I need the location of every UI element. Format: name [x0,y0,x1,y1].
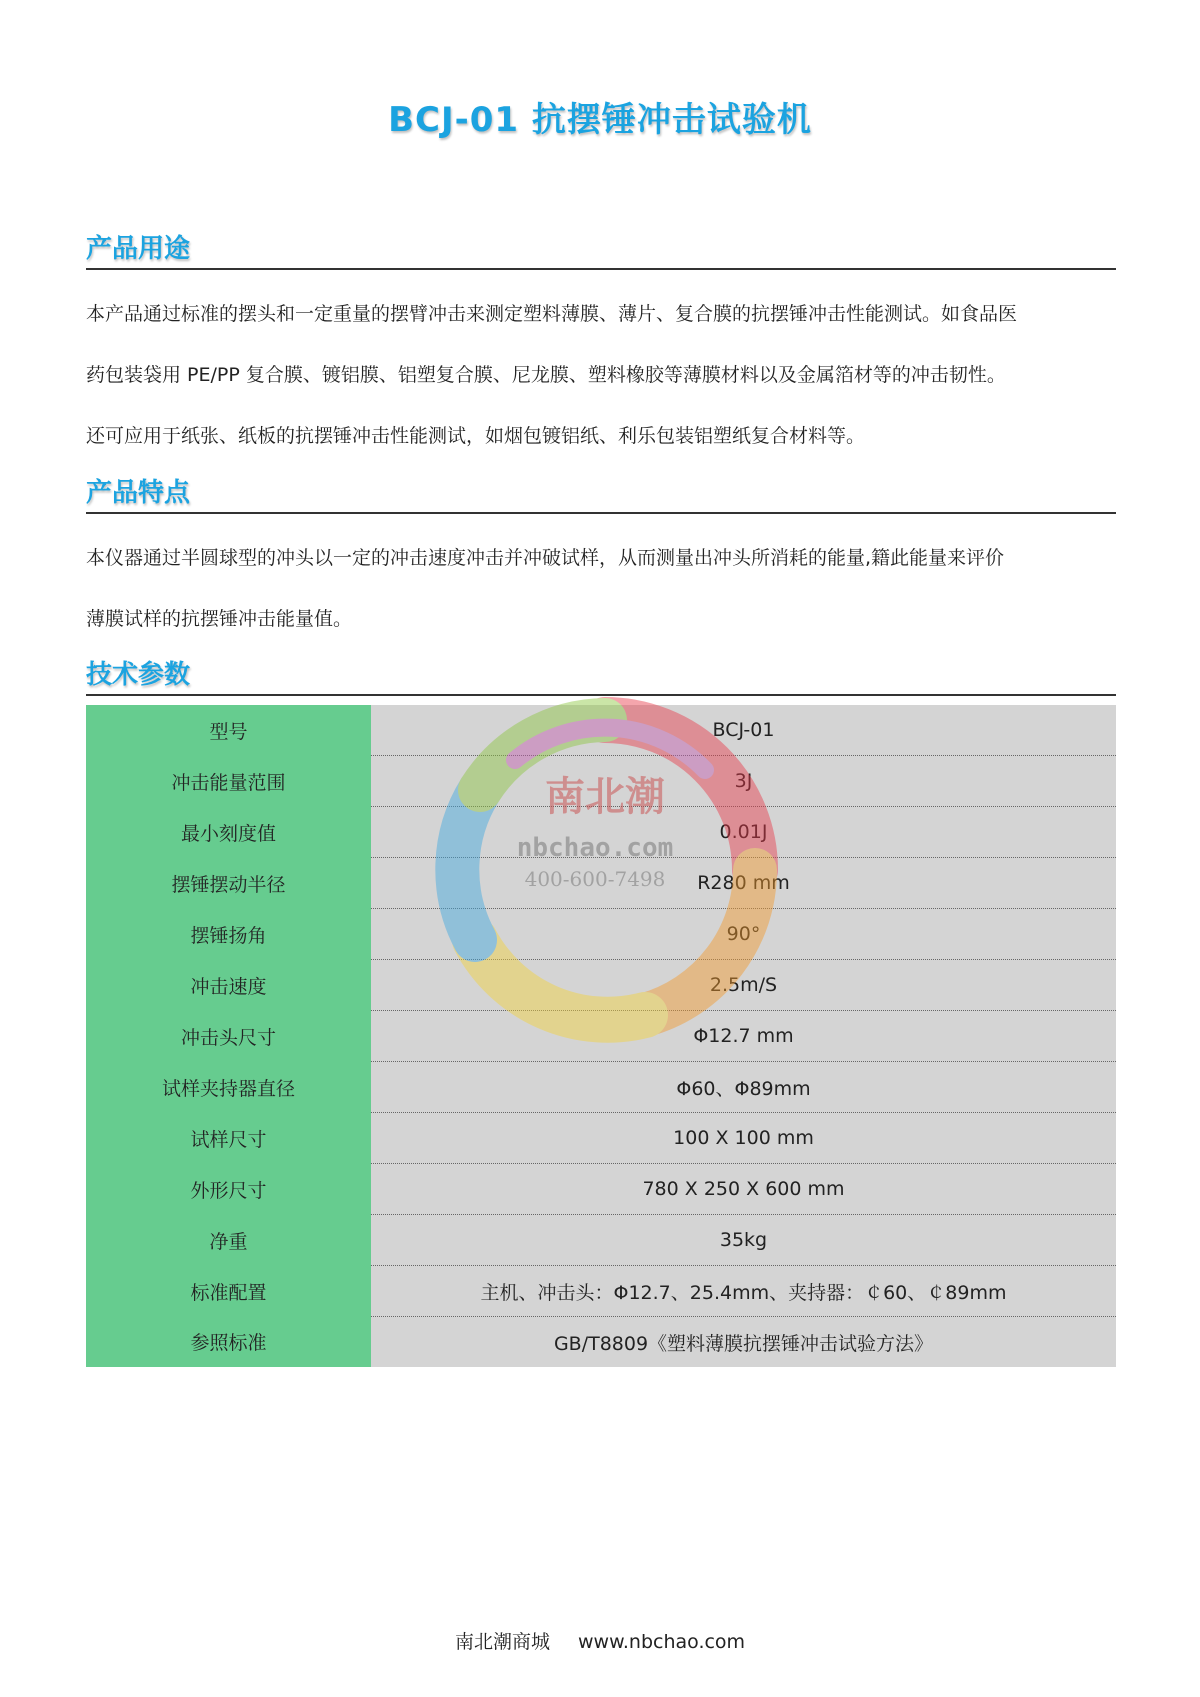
spec-label: 标准配置 [86,1266,371,1317]
spec-label: 冲击能量范围 [86,756,371,807]
spec-label: 最小刻度值 [86,807,371,858]
table-row [86,807,1116,858]
table-row [86,1011,1116,1062]
spec-value: BCJ-01 [371,705,1116,756]
spec-value: 主机、冲击头：Φ12.7、25.4mm、夹持器：￠60、￠89mm [371,1266,1116,1317]
table-row [86,960,1116,1011]
table-row [86,1113,1116,1164]
spec-label: 冲击头尺寸 [86,1011,371,1062]
spec-value: 780 X 250 X 600 mm [371,1164,1116,1215]
section-heading-usage [86,232,1116,270]
spec-label: 型号 [86,705,371,756]
usage-line: 药包装袋用 PE/PP 复合膜、镀铝膜、铝塑复合膜、尼龙膜、塑料橡胶等薄膜材料以及金属箔材等的冲击韧性。 [86,364,1006,386]
table-row [86,858,1116,909]
spec-label: 摆锤扬角 [86,909,371,960]
table-row [86,1317,1116,1368]
spec-value: Φ12.7 mm [371,1011,1116,1062]
spec-label: 参照标准 [86,1317,371,1368]
table-row [86,1266,1116,1317]
table-row [86,1215,1116,1266]
document-title: BCJ-01 抗摆锤冲击试验机 [388,100,812,140]
features-paragraph [86,528,1116,650]
watermark-chinese: 南北潮 [545,773,665,820]
features-heading-text: 产品特点 [86,478,191,508]
specs-heading-text: 技术参数 [86,660,191,690]
spec-value: R280 mm [371,858,1116,909]
spec-value: 0.01J [371,807,1116,858]
usage-heading-text: 产品用途 [86,234,191,264]
spec-value: 100 X 100 mm [371,1113,1116,1164]
spec-label: 试样尺寸 [86,1113,371,1164]
spec-value: GB/T8809《塑料薄膜抗摆锤冲击试验方法》 [371,1317,1116,1368]
table-row [86,756,1116,807]
table-row [86,705,1116,756]
footer-url: www.nbchao.com [578,1631,746,1653]
watermark-phone: 400-600-7498 [524,867,666,891]
spec-label: 摆锤摆动半径 [86,858,371,909]
spec-value: 3J [371,756,1116,807]
section-heading-specs [86,658,1116,696]
spec-label: 净重 [86,1215,371,1266]
spec-label: 冲击速度 [86,960,371,1011]
page-footer [0,1627,1200,1654]
spec-table [86,705,1116,1367]
section-heading-features [86,476,1116,514]
usage-line: 本产品通过标准的摆头和一定重量的摆臂冲击来测定塑料薄膜、薄片、复合膜的抗摆锤冲击性能测试。如食品医 [86,303,1018,325]
table-row [86,1164,1116,1215]
footer-shop-name: 南北潮商城 [454,1631,550,1653]
spec-value: Φ60、Φ89mm [371,1062,1116,1113]
features-line: 薄膜试样的抗摆锤冲击能量值。 [86,608,353,630]
watermark-domain: nbchao.com [516,833,674,863]
spec-value: 90° [371,909,1116,960]
table-row [86,909,1116,960]
table-row [86,1062,1116,1113]
spec-value: 35kg [371,1215,1116,1266]
features-line: 本仪器通过半圆球型的冲头以一定的冲击速度冲击并冲破试样，从而测量出冲头所消耗的能量,籍此能量来评价 [86,547,1005,569]
usage-paragraph [86,284,1116,467]
spec-value: 2.5m/S [371,960,1116,1011]
usage-line: 还可应用于纸张、纸板的抗摆锤冲击性能测试，如烟包镀铝纸、利乐包装铝塑纸复合材料等。 [86,425,866,447]
spec-label: 试样夹持器直径 [86,1062,371,1113]
spec-label: 外形尺寸 [86,1164,371,1215]
